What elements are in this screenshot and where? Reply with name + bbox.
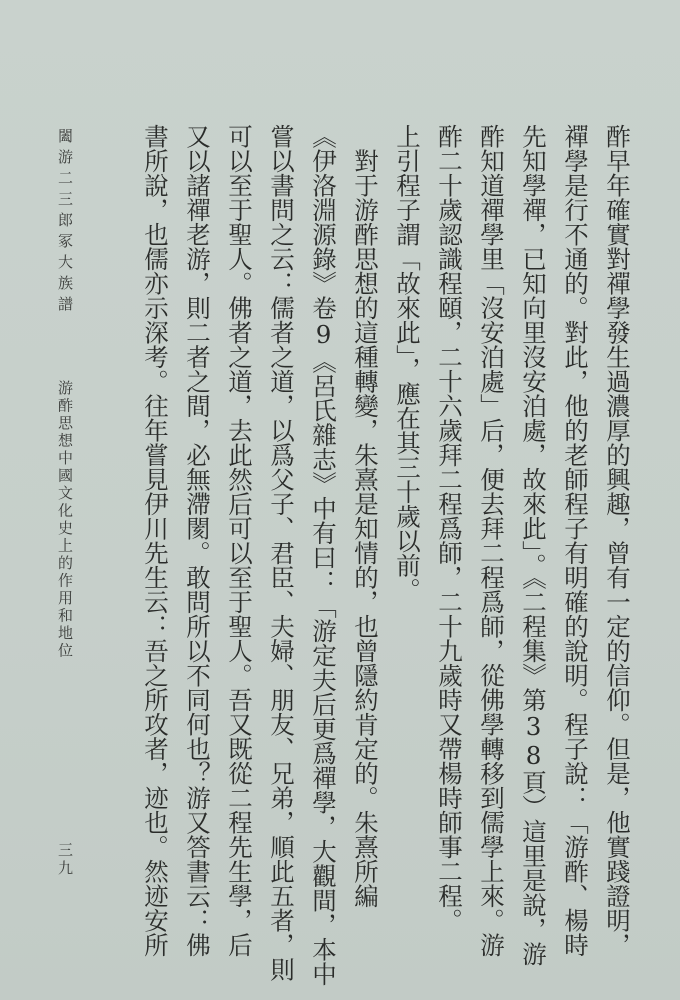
running-head-subtitle: 游酢思想中國文化史上的作用和地位 [56, 380, 74, 660]
text-column-6: 上引程子謂「故來此」，應在其三十歲以前。 [393, 124, 422, 602]
text-column-8: 《伊洛淵源錄》卷9《呂氏雜志》中有曰：「游定夫后更爲禪學，大觀間，本中 [309, 124, 338, 986]
text-column-5: 酢二十歲認識程頤，二十六歲拜二程爲師，二十九歲時又帶楊時師事二程。 [435, 124, 464, 933]
page-number: 三九 [56, 842, 74, 878]
text-column-3: 先知學禪，已知向里沒安泊處，故來此」。《二程集》第38頁）這里是說，游 [519, 124, 548, 966]
text-column-10: 可以至于聖人。佛者之道，去此然后可以至于聖人。吾又既從二程先生學，后 [225, 124, 254, 957]
text-column-2: 禪學是行不通的。對此，他的老師程子有明確的說明。程子說：「游酢、楊時 [561, 124, 590, 957]
text-column-4: 酢知道禪學里「沒安泊處」后，便去拜二程爲師，從佛學轉移到儒學上來。游 [477, 124, 506, 957]
text-column-7: 對于游酢思想的這種轉變，朱熹是知情的，也曾隱約肯定的。朱熹所編 [351, 124, 380, 908]
text-column-12: 書所說，也儒亦示深考。往年嘗見伊川先生云：吾之所攻者，迹也。然迹安所 [141, 124, 170, 957]
text-column-1: 酢早年確實對禪學發生過濃厚的興趣，曾有一定的信仰。但是，他實踐證明， [603, 124, 632, 957]
text-column-11: 又以諸禪老游，則二者之間，必無滯閡。敢問所以不同何也？游又答書云：佛 [183, 124, 212, 957]
running-head-title: 闔游二三郎冢大族譜 [56, 128, 74, 317]
body-text [140, 124, 632, 986]
text-column-9: 嘗以書問之云：儒者之道，以爲父子、君臣、夫婦、朋友、兄弟，順此五者，則 [267, 124, 296, 982]
